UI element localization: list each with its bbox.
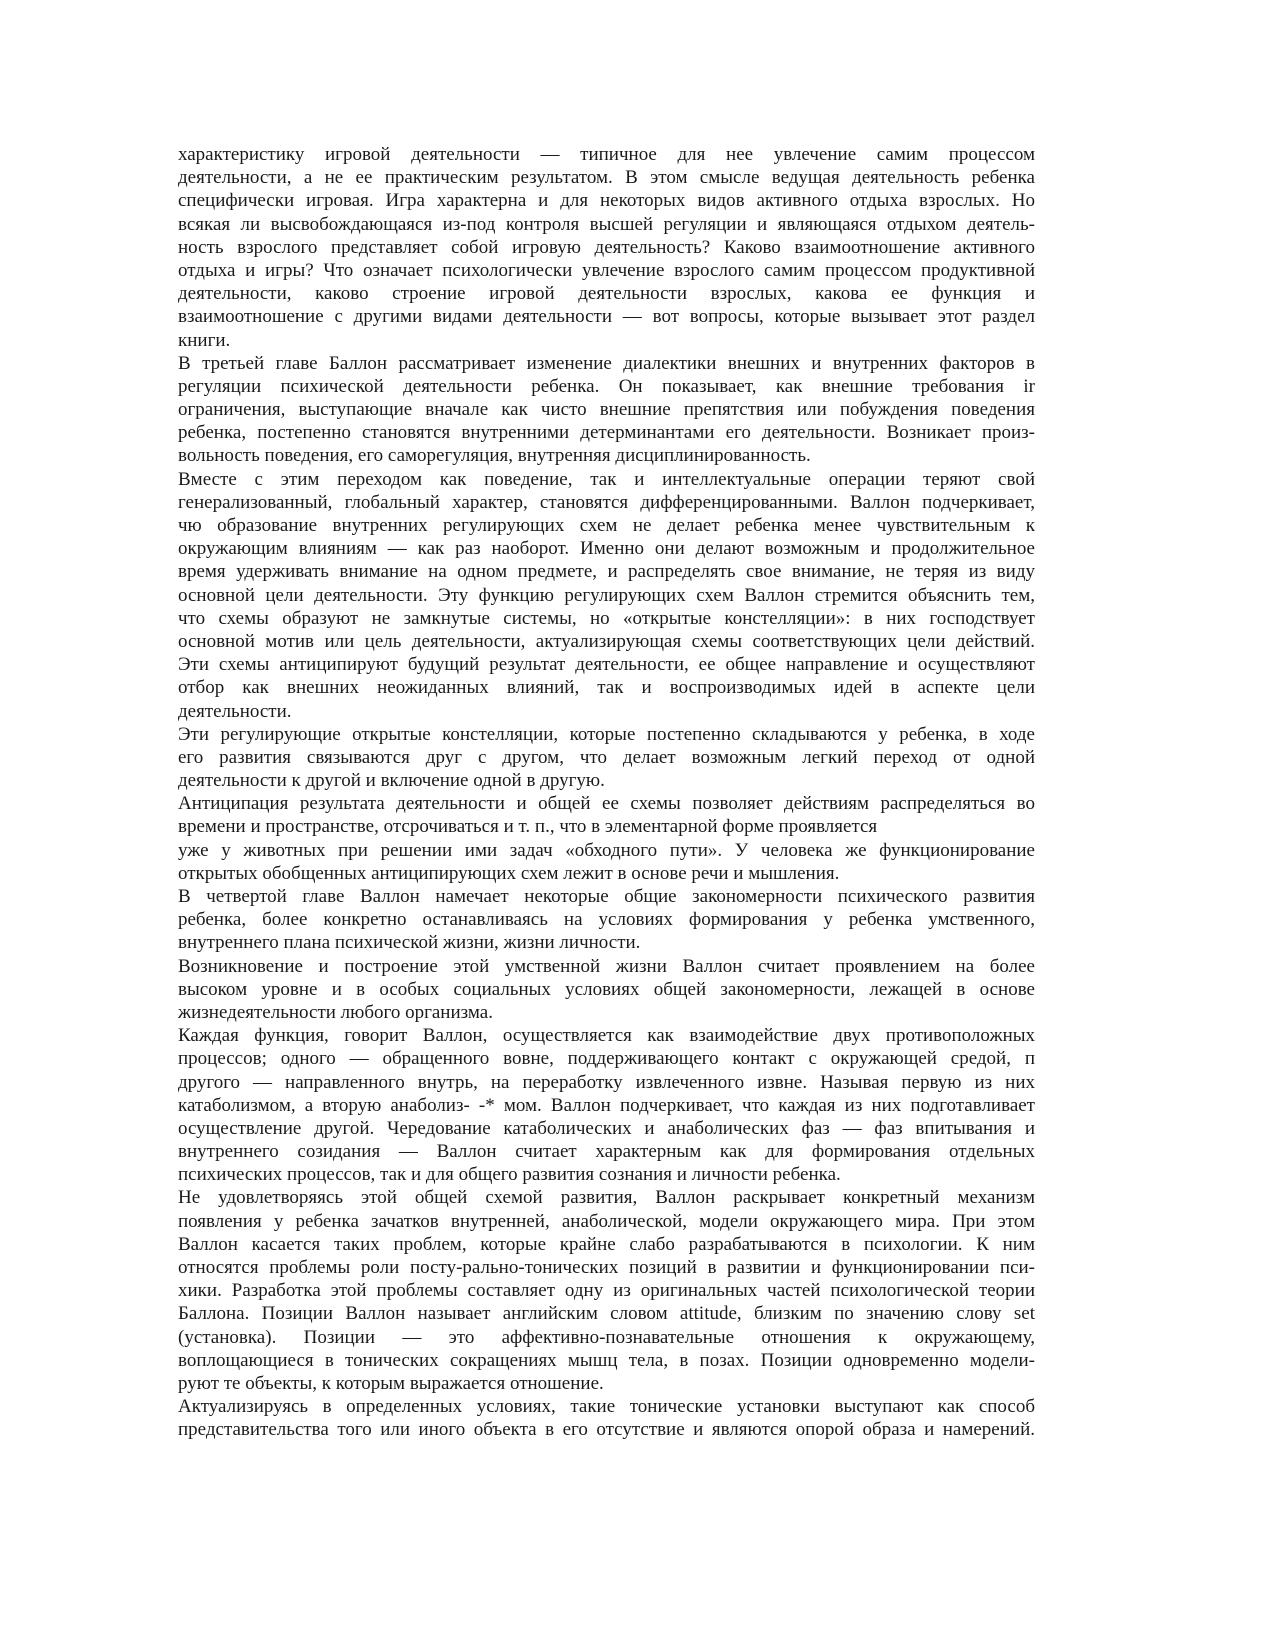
- text-line: осуществление другой. Чередование катаболических и анаболических фаз — фаз впитывания и: [178, 1117, 1035, 1139]
- text-line: что схемы образуют не замкнутые системы, но «открытые констелляции»: в них господствует: [178, 607, 1035, 629]
- text-line: внутреннего созидания — Валлон считает характерным как для формирования отдельных: [178, 1141, 1035, 1163]
- text-line: его развития связываются друг с другом, что делает возможным легкий переход от одной: [178, 746, 1035, 768]
- text-line: другого — направленного внутрь, на переработку извлеченного извне. Называя первую из них: [178, 1071, 1035, 1093]
- text-line: появления у ребенка зачатков внутренней, анаболической, модели окружающего мира. При этом: [178, 1210, 1035, 1232]
- text-line: Вместе с этим переходом как поведение, так и интеллектуальные операции теряют свой: [178, 468, 1035, 490]
- text-line: деятельности, каково строение игровой деятельности взрослых, какова ее функция и: [178, 283, 1035, 305]
- paragraph: [178, 1395, 1035, 1441]
- text-line: регуляции психической деятельности ребенка. Он показывает, как внешние требования ir: [178, 375, 1035, 397]
- text-line: (установка). Позиции — это аффективно-познавательные отношения к окружающему,: [178, 1326, 1035, 1348]
- text-line: внутреннего плана психической жизни, жизни личности.: [178, 932, 641, 954]
- text-line: ность взрослого представляет собой игровую деятельность? Каково взаимоотношение активного: [178, 236, 1035, 258]
- paragraph: [178, 143, 1035, 352]
- paragraph: [178, 352, 1035, 468]
- paragraph: [178, 839, 1035, 885]
- text-line: Возникновение и построение этой умственной жизни Валлон считает проявлением на более: [178, 955, 1035, 977]
- text-line: книги.: [178, 329, 231, 351]
- text-line: ребенка, более конкретно останавливаясь на условиях формирования у ребенка умственного,: [178, 909, 1035, 931]
- text-line: жизнедеятельности любого организма.: [178, 1001, 493, 1023]
- text-line: специфически игровая. Игра характерна и для некоторых видов активного отдыха взрослых. Но: [178, 190, 1035, 212]
- text-line: уже у животных при решении ими задач «обходного пути». У человека же функционирование: [178, 839, 1035, 861]
- text-line: Не удовлетворяясь этой общей схемой развития, Валлон раскрывает конкретный механизм: [178, 1187, 1035, 1209]
- paragraph: [178, 792, 1035, 838]
- document-body: [178, 143, 1035, 1442]
- text-line: ограничения, выступающие вначале как чисто внешние препятствия или побуждения поведения: [178, 399, 1035, 421]
- paragraph: [178, 468, 1035, 723]
- text-line: деятельности.: [178, 700, 292, 722]
- text-line: воплощающиеся в тонических сокращениях мышц тела, в позах. Позиции одновременно модели-: [178, 1349, 1035, 1371]
- text-line: характеристику игровой деятельности — типичное для нее увлечение самим процессом: [178, 144, 1035, 165]
- text-line: процессов; одного — обращенного вовне, поддерживающего контакт с окружающей средой, п: [178, 1048, 1035, 1070]
- text-line: отдыха и игры? Что означает психологически увлечение взрослого самим процессом продуктивной: [178, 259, 1035, 281]
- text-line: психических процессов, так и для общего развития сознания и личности ребенка.: [178, 1164, 841, 1186]
- text-line: всякая ли высвобождающаяся из-под контроля высшей регуляции и являющаяся отдыхом деятель-: [178, 213, 1035, 235]
- text-line: В третьей главе Баллон рассматривает изменение диалектики внешних и внутренних факторов в: [178, 352, 1035, 374]
- text-line: основной цели деятельности. Эту функцию регулирующих схем Валлон стремится объяснить тем,: [178, 584, 1035, 606]
- text-line: Актуализируясь в определенных условиях, такие тонические установки выступают как способ: [178, 1396, 1035, 1418]
- paragraph: [178, 723, 1035, 793]
- text-line: высоком уровне и в особых социальных условиях общей закономерности, лежащей в основе: [178, 978, 1035, 1000]
- text-line: деятельности к другой и включение одной в другую.: [178, 770, 605, 792]
- paragraph: [178, 1024, 1035, 1186]
- text-line: Каждая функция, говорит Валлон, осуществляется как взаимодействие двух противоположных: [178, 1025, 1035, 1047]
- text-line: генерализованный, глобальный характер, становятся дифференцированными. Валлон подчеркивает,: [178, 491, 1035, 513]
- text-line: руют те объекты, к которым выражается отношение.: [178, 1372, 604, 1394]
- text-line: основной мотив или цель деятельности, актуализирующая схемы соответствующих цели действий.: [178, 630, 1035, 652]
- text-line: В четвертой главе Валлон намечает некоторые общие закономерности психического развития: [178, 886, 1035, 907]
- text-line: катаболизмом, а вторую анаболиз- -* мом. Валлон подчеркивает, что каждая из них подготавливает: [178, 1094, 1035, 1116]
- text-line: Валлон касается таких проблем, которые крайне слабо разрабатываются в психологии. К ним: [178, 1233, 1035, 1255]
- text-line: отбор как внешних неожиданных влияний, так и воспроизводимых идей в аспекте цели: [178, 677, 1035, 699]
- text-line: Эти регулирующие открытые констелляции, которые постепенно складываются у ребенка, в ходе: [178, 723, 1035, 745]
- paragraph: [178, 955, 1035, 1025]
- text-line: взаимоотношение с другими видами деятельности — вот вопросы, которые вызывает этот раздел: [178, 306, 1035, 328]
- text-line: окружающим влияниям — как раз наоборот. Именно они делают возможным и продолжительное: [178, 538, 1035, 560]
- text-line: вольность поведения, его саморегуляция, внутренняя дисциплинированность.: [178, 445, 811, 467]
- text-line: Баллона. Позиции Валлон называет английским словом attitude, близким по значению слову set: [178, 1303, 1035, 1325]
- text-line: хики. Разработка этой проблемы составляет одну из оригинальных частей психологической теории: [178, 1280, 1035, 1302]
- text-line: Эти схемы антиципируют будущий результат деятельности, ее общее направление и осуществляют: [178, 654, 1035, 676]
- text-line: деятельности, а не ее практическим результатом. В этом смысле ведущая деятельность ребенка: [178, 167, 1035, 189]
- text-line: ребенка, постепенно становятся внутренними детерминантами его деятельности. Возникает произ-: [178, 422, 1035, 444]
- text-line: относятся проблемы роли посту-рально-тонических позиций в развитии и функционировании пси-: [178, 1257, 1035, 1278]
- text-line: открытых обобщенных антиципирующих схем лежит в основе речи и мышления.: [178, 862, 840, 884]
- paragraph: [178, 885, 1035, 955]
- text-line: чю образование внутренних регулирующих схем не делает ребенка менее чувствительным к: [178, 515, 1035, 536]
- text-line: время удерживать внимание на одном предмете, и распределять свое внимание, не теряя из виду: [178, 561, 1035, 583]
- text-line: Антиципация результата деятельности и общей ее схемы позволяет действиям распределяться во: [178, 793, 1035, 815]
- paragraph: [178, 1186, 1035, 1395]
- text-line: времени и пространстве, отсрочиваться и т. п., что в элементарной форме проявляется: [178, 816, 878, 838]
- text-line: представительства того или иного объекта в его отсутствие и являются опорой образа и намерений.: [178, 1419, 1035, 1441]
